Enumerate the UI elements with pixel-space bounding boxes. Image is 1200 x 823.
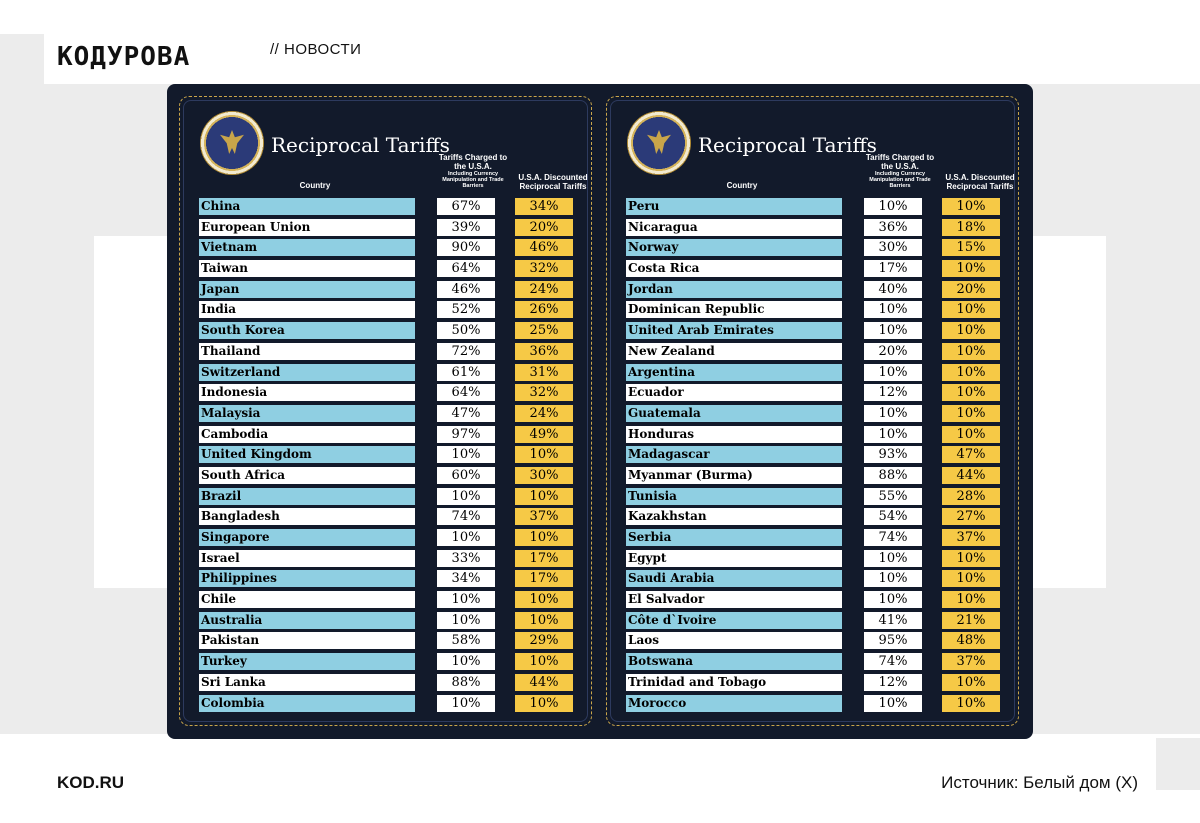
country-cell: Philippines	[199, 570, 415, 587]
charged-cell: 61%	[437, 364, 495, 381]
country-cell: South Africa	[199, 467, 415, 484]
charged-cell: 10%	[437, 612, 495, 629]
discounted-cell: 17%	[515, 570, 573, 587]
discounted-cell: 10%	[942, 260, 1000, 277]
charged-cell: 93%	[864, 446, 922, 463]
country-cell: Norway	[626, 239, 842, 256]
country-cell: Sri Lanka	[199, 674, 415, 691]
charged-cell: 46%	[437, 281, 495, 298]
country-cell: Pakistan	[199, 632, 415, 649]
country-cell: Morocco	[626, 695, 842, 712]
country-cell: Honduras	[626, 426, 842, 443]
charged-cell: 12%	[864, 384, 922, 401]
country-cell: New Zealand	[626, 343, 842, 360]
charged-cell: 74%	[864, 653, 922, 670]
charged-cell: 10%	[864, 405, 922, 422]
discounted-cell: 36%	[515, 343, 573, 360]
country-cell: Taiwan	[199, 260, 415, 277]
discounted-cell: 10%	[515, 612, 573, 629]
country-cell: Switzerland	[199, 364, 415, 381]
country-cell: Egypt	[626, 550, 842, 567]
charged-cell: 33%	[437, 550, 495, 567]
country-cell: Argentina	[626, 364, 842, 381]
charged-cell: 52%	[437, 301, 495, 318]
discounted-cell: 17%	[515, 550, 573, 567]
footer-source: Источник: Белый дом (X)	[941, 773, 1138, 792]
discounted-cell: 10%	[942, 301, 1000, 318]
column-header-discounted: U.S.A. Discounted Reciprocal Tariffs	[518, 173, 588, 191]
charged-cell: 54%	[864, 508, 922, 525]
country-cell: Trinidad and Tobago	[626, 674, 842, 691]
column-header-country: Country	[726, 181, 758, 190]
country-cell: Ecuador	[626, 384, 842, 401]
country-cell: Madagascar	[626, 446, 842, 463]
country-cell: Kazakhstan	[626, 508, 842, 525]
country-cell: Serbia	[626, 529, 842, 546]
discounted-cell: 34%	[515, 198, 573, 215]
tariff-panel-left	[179, 96, 592, 726]
discounted-cell: 18%	[942, 219, 1000, 236]
charged-cell: 10%	[437, 446, 495, 463]
discounted-cell: 10%	[515, 695, 573, 712]
country-cell: United Kingdom	[199, 446, 415, 463]
charged-cell: 67%	[437, 198, 495, 215]
eagle-icon	[647, 130, 671, 154]
discounted-cell: 29%	[515, 632, 573, 649]
tariff-board	[167, 84, 1033, 739]
eagle-icon	[220, 130, 244, 154]
section-label: // НОВОСТИ	[270, 41, 362, 58]
panel-title: Reciprocal Tariffs	[698, 133, 877, 157]
discounted-cell: 10%	[942, 322, 1000, 339]
country-cell: Saudi Arabia	[626, 570, 842, 587]
column-header-charged: Tariffs Charged to the U.S.A. Including Currency Manipulation and Trade Barriers	[865, 153, 935, 189]
charged-cell: 10%	[437, 591, 495, 608]
country-cell: Cambodia	[199, 426, 415, 443]
discounted-cell: 20%	[942, 281, 1000, 298]
charged-cell: 10%	[864, 426, 922, 443]
charged-cell: 58%	[437, 632, 495, 649]
charged-cell: 64%	[437, 384, 495, 401]
country-cell: Costa Rica	[626, 260, 842, 277]
charged-cell: 39%	[437, 219, 495, 236]
country-cell: United Arab Emirates	[626, 322, 842, 339]
discounted-cell: 10%	[942, 364, 1000, 381]
discounted-cell: 10%	[942, 570, 1000, 587]
charged-cell: 20%	[864, 343, 922, 360]
discounted-cell: 30%	[515, 467, 573, 484]
charged-cell: 74%	[437, 508, 495, 525]
charged-cell: 64%	[437, 260, 495, 277]
column-header-discounted: U.S.A. Discounted Reciprocal Tariffs	[945, 173, 1015, 191]
discounted-cell: 27%	[942, 508, 1000, 525]
discounted-cell: 10%	[942, 405, 1000, 422]
discounted-cell: 24%	[515, 405, 573, 422]
column-header-country: Country	[299, 181, 331, 190]
header-bar	[44, 34, 1200, 84]
discounted-cell: 10%	[942, 426, 1000, 443]
discounted-cell: 21%	[942, 612, 1000, 629]
country-cell: Colombia	[199, 695, 415, 712]
column-header-charged: Tariffs Charged to the U.S.A. Including Currency Manipulation and Trade Barriers	[438, 153, 508, 189]
discounted-cell: 10%	[515, 488, 573, 505]
country-cell: Turkey	[199, 653, 415, 670]
discounted-cell: 10%	[515, 446, 573, 463]
discounted-cell: 48%	[942, 632, 1000, 649]
discounted-cell: 28%	[942, 488, 1000, 505]
country-cell: India	[199, 301, 415, 318]
discounted-cell: 10%	[942, 674, 1000, 691]
discounted-cell: 10%	[942, 591, 1000, 608]
country-cell: European Union	[199, 219, 415, 236]
country-cell: Malaysia	[199, 405, 415, 422]
site-logo[interactable]: КОДУРОВА	[57, 42, 191, 72]
discounted-cell: 37%	[515, 508, 573, 525]
discounted-cell: 10%	[942, 550, 1000, 567]
discounted-cell: 20%	[515, 219, 573, 236]
country-cell: Myanmar (Burma)	[626, 467, 842, 484]
country-cell: Vietnam	[199, 239, 415, 256]
charged-cell: 90%	[437, 239, 495, 256]
discounted-cell: 10%	[515, 529, 573, 546]
charged-cell: 88%	[437, 674, 495, 691]
footer-site-link[interactable]: KOD.RU	[57, 773, 125, 792]
country-cell: Australia	[199, 612, 415, 629]
charged-cell: 34%	[437, 570, 495, 587]
country-cell: Jordan	[626, 281, 842, 298]
charged-cell: 74%	[864, 529, 922, 546]
discounted-cell: 10%	[515, 591, 573, 608]
country-cell: China	[199, 198, 415, 215]
discounted-cell: 24%	[515, 281, 573, 298]
country-cell: Nicaragua	[626, 219, 842, 236]
discounted-cell: 44%	[515, 674, 573, 691]
discounted-cell: 47%	[942, 446, 1000, 463]
charged-cell: 50%	[437, 322, 495, 339]
discounted-cell: 15%	[942, 239, 1000, 256]
charged-cell: 10%	[864, 301, 922, 318]
charged-cell: 12%	[864, 674, 922, 691]
discounted-cell: 37%	[942, 653, 1000, 670]
charged-cell: 10%	[437, 488, 495, 505]
discounted-cell: 44%	[942, 467, 1000, 484]
discounted-cell: 37%	[942, 529, 1000, 546]
discounted-cell: 26%	[515, 301, 573, 318]
discounted-cell: 25%	[515, 322, 573, 339]
country-cell: Thailand	[199, 343, 415, 360]
charged-cell: 72%	[437, 343, 495, 360]
presidential-seal-icon	[627, 111, 691, 175]
discounted-cell: 10%	[515, 653, 573, 670]
discounted-cell: 10%	[942, 198, 1000, 215]
charged-cell: 10%	[864, 550, 922, 567]
country-cell: Botswana	[626, 653, 842, 670]
country-cell: Brazil	[199, 488, 415, 505]
country-cell: Tunisia	[626, 488, 842, 505]
presidential-seal-icon	[200, 111, 264, 175]
country-cell: South Korea	[199, 322, 415, 339]
discounted-cell: 10%	[942, 695, 1000, 712]
charged-cell: 60%	[437, 467, 495, 484]
background-strip	[1156, 738, 1200, 790]
country-cell: El Salvador	[626, 591, 842, 608]
charged-cell: 10%	[864, 570, 922, 587]
charged-cell: 10%	[437, 653, 495, 670]
discounted-cell: 46%	[515, 239, 573, 256]
discounted-cell: 32%	[515, 260, 573, 277]
discounted-cell: 10%	[942, 343, 1000, 360]
country-cell: Israel	[199, 550, 415, 567]
country-cell: Dominican Republic	[626, 301, 842, 318]
charged-cell: 55%	[864, 488, 922, 505]
charged-cell: 40%	[864, 281, 922, 298]
charged-cell: 10%	[437, 695, 495, 712]
charged-cell: 95%	[864, 632, 922, 649]
charged-cell: 10%	[864, 198, 922, 215]
country-cell: Bangladesh	[199, 508, 415, 525]
charged-cell: 10%	[864, 364, 922, 381]
country-cell: Côte d`Ivoire	[626, 612, 842, 629]
charged-cell: 36%	[864, 219, 922, 236]
charged-cell: 30%	[864, 239, 922, 256]
charged-cell: 10%	[864, 591, 922, 608]
discounted-cell: 49%	[515, 426, 573, 443]
charged-cell: 10%	[864, 322, 922, 339]
discounted-cell: 32%	[515, 384, 573, 401]
tariff-panel-right	[606, 96, 1019, 726]
charged-cell: 17%	[864, 260, 922, 277]
charged-cell: 88%	[864, 467, 922, 484]
country-cell: Laos	[626, 632, 842, 649]
panel-title: Reciprocal Tariffs	[271, 133, 450, 157]
charged-cell: 97%	[437, 426, 495, 443]
charged-cell: 10%	[864, 695, 922, 712]
charged-cell: 10%	[437, 529, 495, 546]
country-cell: Japan	[199, 281, 415, 298]
country-cell: Indonesia	[199, 384, 415, 401]
discounted-cell: 10%	[942, 384, 1000, 401]
charged-cell: 41%	[864, 612, 922, 629]
country-cell: Guatemala	[626, 405, 842, 422]
country-cell: Chile	[199, 591, 415, 608]
charged-cell: 47%	[437, 405, 495, 422]
country-cell: Singapore	[199, 529, 415, 546]
discounted-cell: 31%	[515, 364, 573, 381]
country-cell: Peru	[626, 198, 842, 215]
